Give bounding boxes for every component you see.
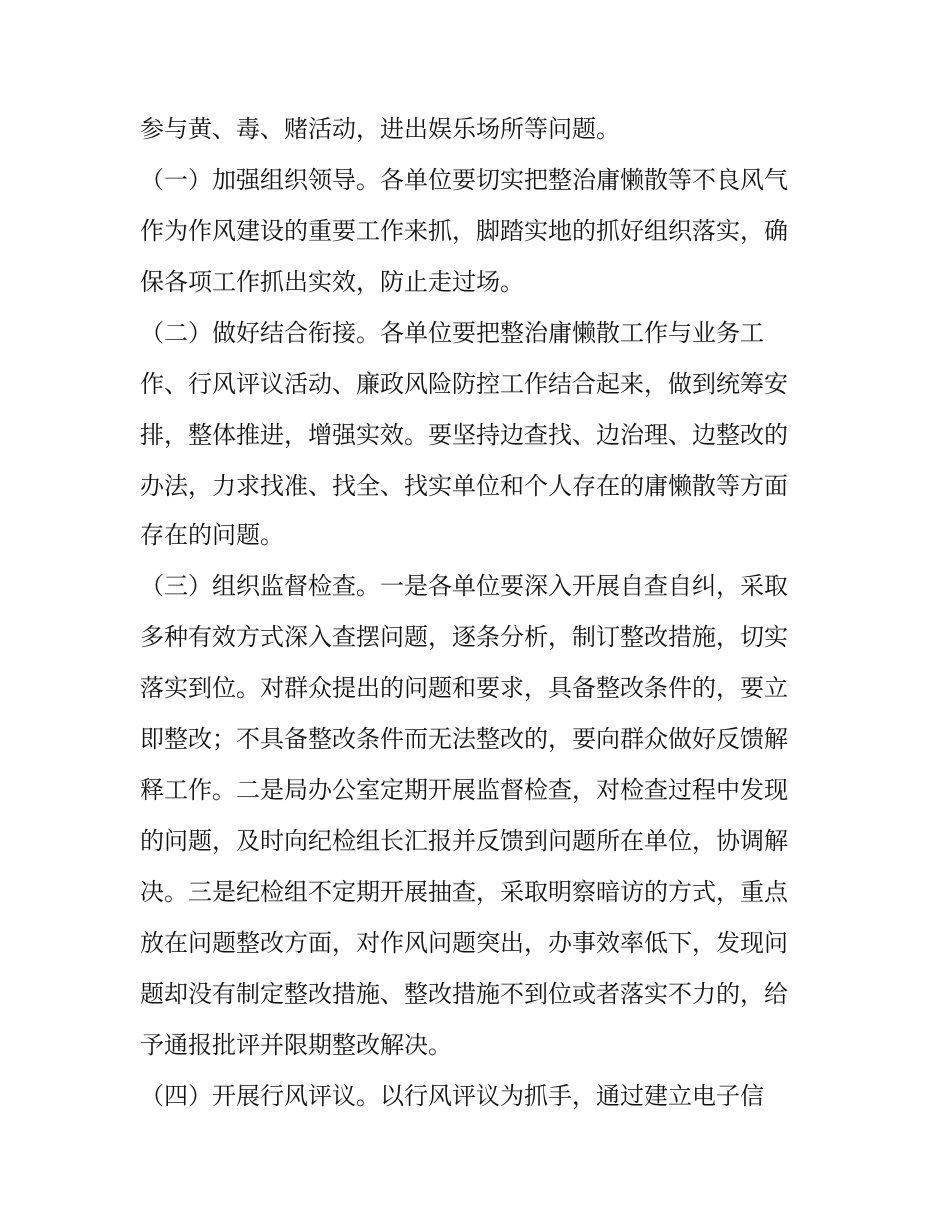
text-line: 作为作风建设的重要工作来抓，脚踏实地的抓好组织落实，确	[140, 217, 788, 245]
text-line: 排，整体推进，增强实效。要坚持边查找、边治理、边整改的	[140, 421, 788, 449]
text-line: （三）组织监督检查。一是各单位要深入开展自查自纠，采取	[140, 572, 788, 600]
text-line: 办法，力求找准、找全、找实单位和个人存在的庸懒散等方面	[140, 472, 788, 500]
text-line: （一）加强组织领导。各单位要切实把整治庸懒散等不良风气	[140, 166, 788, 194]
text-line: （二）做好结合衔接。各单位要把整治庸懒散工作与业务工	[140, 319, 764, 347]
text-line: 放在问题整改方面，对作风问题突出，办事效率低下，发现问	[140, 929, 788, 957]
text-line: 存在的问题。	[140, 521, 284, 549]
text-line: 作、行风评议活动、廉政风险防控工作结合起来，做到统筹安	[140, 370, 788, 398]
text-line: 落实到位。对群众提出的问题和要求，具备整改条件的，要立	[140, 674, 788, 702]
text-line: （四）开展行风评议。以行风评议为抓手，通过建立电子信	[140, 1082, 764, 1110]
text-line: 保各项工作抓出实效，防止走过场。	[140, 268, 524, 296]
text-line: 释工作。二是局办公室定期开展监督检查，对检查过程中发现	[140, 776, 788, 804]
text-line: 的问题，及时向纪检组长汇报并反馈到问题所在单位，协调解	[140, 827, 788, 855]
text-line: 决。三是纪检组不定期开展抽查，采取明察暗访的方式，重点	[140, 878, 788, 906]
text-line: 多种有效方式深入查摆问题，逐条分析，制订整改措施，切实	[140, 623, 788, 651]
text-line: 予通报批评并限期整改解决。	[140, 1031, 452, 1059]
text-line: 即整改；不具备整改条件而无法整改的，要向群众做好反馈解	[140, 725, 788, 753]
text-line: 参与黄、毒、赌活动，进出娱乐场所等问题。	[140, 115, 620, 143]
text-line: 题却没有制定整改措施、整改措施不到位或者落实不力的，给	[140, 980, 788, 1008]
